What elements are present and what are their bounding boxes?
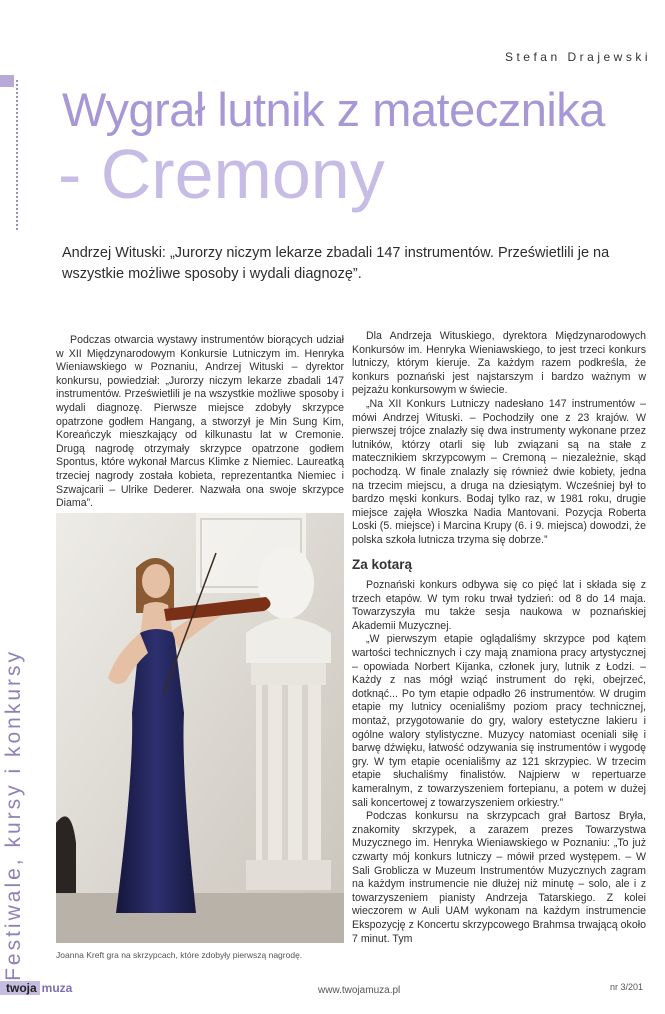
body-paragraph: Poznański konkurs odbywa się co pięć lat i składa się z trzech etapów. W tym roku trwał tydzień: od 8 do 14 maja. Towarzyszyła mu także sesja naukowa w poznańskiej Akademii Muzycznej. bbox=[352, 579, 646, 632]
photo-caption: Joanna Kreft gra na skrzypcach, które zdobyły pierwszą nagrodę. bbox=[56, 950, 303, 960]
article-title-line2: - Cremony bbox=[58, 135, 385, 213]
section-heading: Za kotarą bbox=[352, 556, 413, 572]
brand-word-1: twoja bbox=[0, 981, 40, 995]
body-paragraph: Podczas otwarcia wystawy instrumentów biorących udział w XII Międzynarodowym Konkursie Lutniczym im. Henryka Wieniawskiego w Poznaniu, Andrzej Wituski – dyrektor konkursu, powiedział: „Jurorzy niczym lekarze zbadali 147 instrumentów. Prześwietlili je na wszystkie możliwe sposoby i wydali diagnozę. Pierwsze miejsce zdobyły skrzypce opatrzone godłem Hangang, a stworzył je Min Sung Kim, Koreańczyk mieszkający od kilkunastu lat w Cremonie. Drugą nagrodę otrzymały skrzypce opatrzone godłem Spontus, które wykonał Marcus Klimke z Niemiec. Laureatką trzeciej nagrody została kobieta, reprezentantka Niemiec i Szwajcarii – Ulrike Dederer. Nazwała ona swoje skrzypce Diama”. bbox=[56, 334, 344, 510]
brand-word-2: muza bbox=[41, 981, 73, 995]
magazine-brand bbox=[0, 981, 72, 995]
section-marker bbox=[0, 75, 14, 87]
website-url: www.twojamuza.pl bbox=[318, 985, 401, 996]
violinist-photo bbox=[56, 513, 344, 943]
dotted-divider bbox=[16, 80, 18, 230]
author-name: Stefan Drajewski bbox=[504, 50, 651, 64]
body-paragraph: „W pierwszym etapie oglądaliśmy skrzypce pod kątem wartości technicznych i czy mają znamiona pracy artystycznej – opowiada Norbert Kijanka, członek jury, lutnik z Łodzi. – Każdy z nas mógł wziąć instrument do ręki, obejrzeć, dotknąć... Po tym etapie odpadło 26 instrumentów. W drugim etapie my lutnicy oceniališmy poziom pracy technicznej, montaż, przygotowanie do gry, walory estetyczne lakieru i ogólne walory stylistyczne. Muzycy natomiast oceniali siłę i barwę dźwięku, łatwość odzywania się instrumentów i wygodę gry. W tym etapie oceniališmy az 121 skrzypiec. W trzecim etapie słuchaliśmy finalistów. Najpierw w repertuarze kameralnym, z towarzyszeniem fortepianu, a potem w dużej sali koncertowej z towarzyszeniem orkiestry.” bbox=[352, 633, 646, 809]
violinist-illustration bbox=[56, 513, 344, 943]
body-paragraph: Podczas konkursu na skrzypcach grał Bartosz Bryła, znakomity skrzypek, a zarazem prezes Towarzystwa Muzycznego im. Henryka Wieniawskiego w Poznaniu: „To już czwarty mój konkurs lutniczy – mówił przed występem. – W Sali Groblicza w Muzeum Instrumentów Muzycznych zagram na każdym instrumencie nie dłużej niż minutę – solo, ale i z towarzyszeniem pianisty Andrzeja Tatarskiego. Z kolei wieczorem w Auli UAM wykonam na każdym instrumencie Ekspozycję z Koncertu skrzypcowego Brahmsa trwającą około 7 minut. Tym bbox=[352, 810, 646, 945]
left-column bbox=[56, 334, 344, 511]
article-title-line1: Wygrał lutnik z matecznika bbox=[62, 83, 605, 136]
article-lede: Andrzej Wituski: „Jurorzy niczym lekarze zbadali 147 instrumentów. Prześwietlili je na wszystkie możliwe sposoby i wydali diagnozę”. bbox=[62, 245, 610, 282]
body-paragraph: „Na XII Konkurs Lutniczy nadesłano 147 instrumentów – mówi Andrzej Wituski. – Pochodziły one z 23 krajów. W pierwszej trójce znalazły się dwa instrumenty wykonane przez lutników, którzy otarli się lub związani są na stałe z matecznikiem skrzypcowym – Cremoną – niezależnie, skąd pochodzą. W finale znalazły się również dwie kobiety, jedna na trzecim miejscu, a druga na dziesiątym. Wcześniej był to bardzo męski konkurs. Bodaj tylko raz, w 1981 roku, drugie miejsce zajęła Włoszka Nadia Mantovani. Pozycja Roberta Loski (5. miejsce) i Marcina Krupy (6. i 9. miejsca) dowodzi, że polska szkoła lutnicza trzyma się dobrze.” bbox=[352, 397, 646, 546]
section-label-wrapper bbox=[0, 236, 28, 981]
issue-number: nr 3/201 bbox=[610, 982, 644, 992]
section-label: Festiwale, kursy i konkursy bbox=[2, 649, 25, 981]
body-paragraph: Dla Andrzeja Wituskiego, dyrektora Międzynarodowych Konkursów im. Henryka Wieniawskiego, to jest trzeci konkurs lutniczy, którym kieruje. Za każdym razem podkreśla, że konkurs poznański jest najstarszym i bardzo ważnym w pejzażu konkursowym w świecie. bbox=[352, 330, 646, 397]
right-column bbox=[352, 330, 646, 946]
